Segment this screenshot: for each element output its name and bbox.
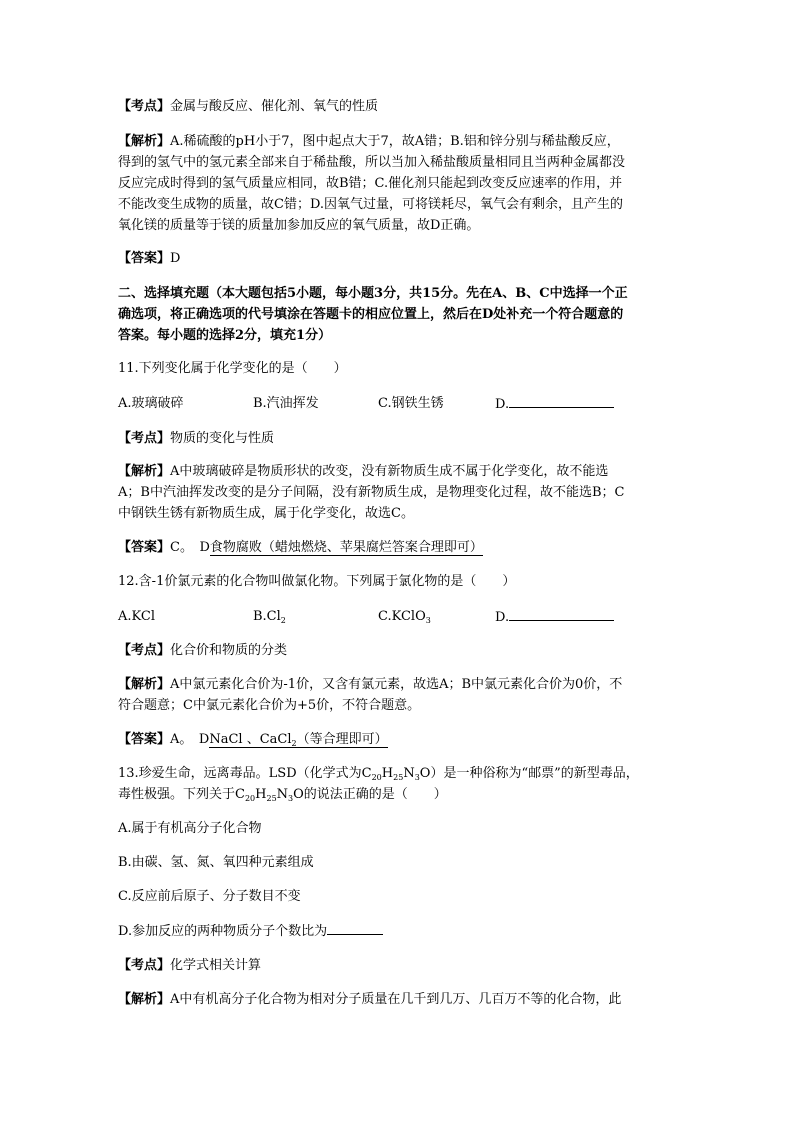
q10-jiexi-line-3: 反应完成时得到的氢气质量应相同，故B错；C.催化剂只能起到改变反应速率的作用，并 — [118, 176, 623, 191]
q13-option-d — [118, 920, 678, 942]
q12-daan — [118, 729, 678, 754]
q12-option-d — [495, 606, 614, 628]
subscript: 2 — [280, 616, 286, 625]
subscript: 3 — [425, 616, 431, 625]
kaodian-text: 物质的变化与性质 — [170, 431, 275, 446]
subscript: 25 — [393, 773, 404, 782]
daan-text: D — [170, 251, 181, 266]
q13-stem-line-2 — [118, 784, 678, 809]
jiexi-text: A中氯元素化合价为-1价，又含有氯元素，故选A；B中氯元素化合价为0价，不 — [170, 677, 623, 692]
q11-option-c: C.钢铁生锈 — [378, 396, 444, 411]
q10-jiexi-line-4: 不能改变生成物的质量，故C错；D.因氧气过量，可将镁耗尽，氧气会有剩余，且产生的 — [118, 197, 624, 212]
q12-kaodian — [118, 640, 678, 661]
q12-option-d-label: D. — [495, 610, 510, 625]
q10-jiexi-line-5: 氧化镁的质量等于镁的质量加参加反应的氧气质量，故D正确。 — [118, 218, 480, 233]
jiexi-tag: 【解析】 — [118, 464, 171, 479]
answer-blank — [327, 920, 383, 935]
text: N — [276, 787, 289, 802]
kaodian-tag: 【考点】 — [118, 958, 171, 973]
daan-fill — [209, 732, 387, 748]
q10-jiexi-line-2: 得到的氢气中的氢元素全部来自于稀盐酸，所以当加入稀盐酸质量相同且当两种金属都没 — [118, 155, 626, 170]
daan-tag: 【答案】 — [118, 540, 171, 555]
q13-option-b: B.由碳、氢、氮、氧四种元素组成 — [118, 855, 314, 870]
jiexi-text: A.稀硫酸的pH小于7，图中起点大于7，故A错；B.铝和锌分别与稀盐酸反应， — [170, 134, 620, 149]
q11-jiexi-line-2: A；B中汽油挥发改变的是分子间隔，没有新物质生成，是物理变化过程，故不能选B；C — [118, 485, 625, 500]
q10-daan — [118, 248, 678, 269]
text: H — [381, 766, 394, 781]
kaodian-text: 金属与酸反应、催化剂、氧气的性质 — [170, 99, 379, 114]
subscript: 2 — [291, 739, 297, 748]
kaodian-text: 化合价和物质的分类 — [170, 643, 288, 658]
q11-kaodian — [118, 428, 678, 449]
kaodian-tag: 【考点】 — [118, 643, 171, 658]
q11-option-d — [495, 393, 614, 415]
text: O的说法正确的是（ ） — [293, 787, 447, 802]
q12-jiexi-line-1 — [118, 674, 678, 695]
q10-jiexi-line-1 — [118, 131, 678, 152]
subscript: 3 — [414, 773, 420, 782]
daan-fill-part-1: NaCl 、CaCl — [209, 732, 292, 747]
q11-jiexi-line-1 — [118, 461, 678, 482]
q12-option-b — [253, 606, 286, 631]
q13-kaodian — [118, 955, 678, 976]
kaodian-tag: 【考点】 — [118, 99, 171, 114]
q13-jiexi-line-1 — [118, 989, 678, 1010]
q10-kaodian — [118, 96, 678, 117]
q12-stem: 12.含-1价氯元素的化合物叫做氯化物。下列属于氯化物的是（ ） — [118, 574, 516, 589]
daan-fill-part-2: （等合理即可） — [296, 732, 388, 747]
text: N — [403, 766, 415, 781]
q12-option-b-text: B.Cl — [253, 609, 281, 624]
q11-jiexi-line-3: 中钢铁生锈有新物质生成，属于化学变化，故选C。 — [118, 506, 414, 521]
daan-tag: 【答案】 — [118, 732, 171, 747]
daan-tag: 【答案】 — [118, 251, 171, 266]
text: 13.珍爱生命，远离毒品。LSD（化学式为C — [118, 766, 372, 781]
q11-daan — [118, 537, 678, 558]
jiexi-tag: 【解析】 — [118, 992, 171, 1007]
q13-option-d-text: D.参加反应的两种物质分子个数比为 — [118, 924, 328, 939]
section2-heading-line-3: 答案。每小题的选择2分，填充1分） — [118, 328, 332, 343]
text: 毒性极强。下列关于C — [118, 787, 245, 802]
answer-blank — [509, 606, 614, 621]
q12-option-a: A.KCl — [118, 609, 155, 624]
subscript: 3 — [288, 794, 294, 803]
kaodian-text: 化学式相关计算 — [170, 958, 262, 973]
section2-heading-line-1: 二、选择填充题（本大题包括5小题，每小题3分，共15分。先在A、B、C中选择一个正 — [118, 286, 628, 301]
daan-fill: 食物腐败（蜡烛燃烧、苹果腐烂答案合理即可） — [209, 540, 483, 555]
text: O）是一种俗称为“邮票”的新型毒品， — [419, 766, 639, 781]
text: H — [255, 787, 267, 802]
q12-jiexi-line-2: 符合题意；C中氯元素化合价为+5价，不符合题意。 — [118, 698, 421, 713]
kaodian-tag: 【考点】 — [118, 431, 171, 446]
jiexi-text: A中玻璃破碎是物质形状的改变，没有新物质生成不属于化学变化，故不能选 — [170, 464, 609, 479]
answer-blank — [509, 393, 614, 408]
section2-heading-line-2: 确选项，将正确选项的代号填涂在答题卡的相应位置上，然后在D处补充一个符合题意的 — [118, 307, 624, 322]
jiexi-tag: 【解析】 — [118, 677, 171, 692]
daan-text: A。 D — [170, 732, 210, 747]
q11-option-b: B.汽油挥发 — [253, 396, 319, 411]
jiexi-tag: 【解析】 — [118, 134, 171, 149]
jiexi-text: A中有机高分子化合物为相对分子质量在几千到几万、几百万不等的化合物，此 — [170, 992, 622, 1007]
q11-option-d-label: D. — [495, 397, 510, 412]
q13-option-a: A.属于有机高分子化合物 — [118, 821, 262, 836]
q11-stem: 11.下列变化属于化学变化的是（ ） — [118, 361, 347, 376]
q11-option-a: A.玻璃破碎 — [118, 396, 184, 411]
subscript: 20 — [244, 794, 256, 803]
daan-text: C。 D — [170, 540, 210, 555]
q13-option-c: C.反应前后原子、分子数目不变 — [118, 889, 301, 904]
subscript: 25 — [266, 794, 277, 803]
q12-option-c — [378, 606, 431, 631]
q12-option-c-text: C.KClO — [378, 609, 426, 624]
q12-options — [118, 606, 678, 627]
subscript: 20 — [371, 773, 382, 782]
q11-options — [118, 393, 678, 414]
